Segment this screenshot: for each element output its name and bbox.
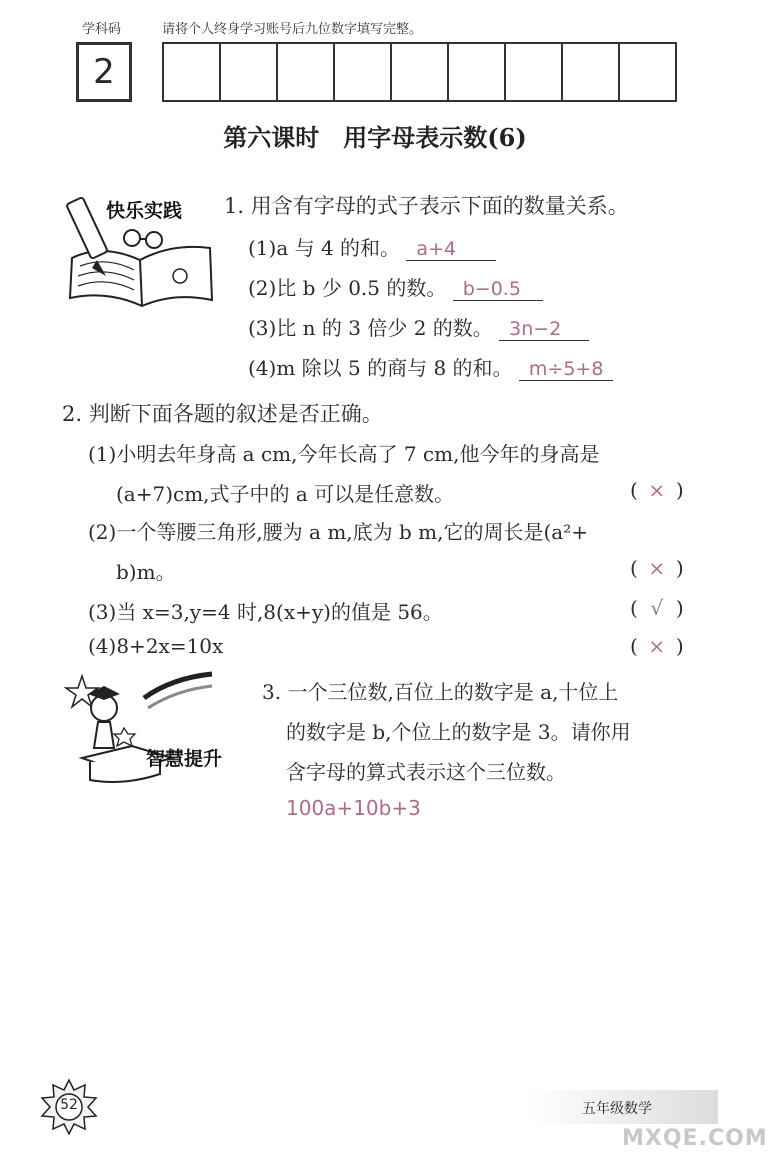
subject-code-label: 学科码 (82, 22, 122, 37)
q2-item-line: (4)8+2x=10x (88, 634, 224, 658)
q1-item-text: (4)m 除以 5 的商与 8 的和。 (248, 356, 513, 380)
q2-item-line: (1)小明去年身高 a cm,今年长高了 7 cm,他今年的身高是 (88, 442, 600, 466)
subject-code-value: 2 (93, 52, 115, 92)
judgement-value: × (648, 634, 666, 658)
q2-item-line: (2)一个等腰三角形,腰为 a m,底为 b m,它的周长是(a²+ (88, 520, 588, 544)
judgement-value: √ (650, 596, 664, 620)
digit-cell[interactable] (504, 42, 563, 102)
q1-item (248, 312, 589, 341)
book-title: 五年级数学 (582, 1101, 652, 1117)
q1-item-text: (2)比 b 少 0.5 的数。 (248, 276, 447, 300)
digit-cell[interactable] (162, 42, 221, 102)
judgement-value: × (648, 478, 666, 502)
judgement-value: × (648, 556, 666, 580)
q2-item-line: b)m。 (116, 560, 176, 584)
judgement-mark: ( × ) (630, 478, 684, 502)
q1-item-text: (1)a 与 4 的和。 (248, 236, 401, 260)
q2-prompt: 2. 判断下面各题的叙述是否正确。 (62, 402, 383, 426)
q1-prompt: 1. 用含有字母的式子表示下面的数量关系。 (224, 194, 629, 218)
q1-item (248, 272, 543, 301)
q1-answer: a+4 (406, 238, 496, 261)
q1-item (248, 232, 496, 261)
page-number: 52 (60, 1097, 78, 1113)
instruction-text: 请将个人终身学习账号后九位数字填写完整。 (162, 22, 423, 37)
q3-line: 含字母的算式表示这个三位数。 (286, 760, 566, 784)
digit-cell[interactable] (333, 42, 392, 102)
practice-badge (62, 188, 222, 308)
digit-cell[interactable] (618, 42, 677, 102)
practice-badge-label: 快乐实践 (106, 200, 183, 222)
digit-cell[interactable] (561, 42, 620, 102)
watermark-text: MXQE.COM (622, 1126, 768, 1151)
q3-line: 3. 一个三位数,百位上的数字是 a,十位上 (262, 680, 619, 704)
digit-cell[interactable] (447, 42, 506, 102)
digit-cell[interactable] (219, 42, 278, 102)
q3-line: 的数字是 b,个位上的数字是 3。请你用 (286, 720, 631, 744)
subject-code-box (76, 42, 132, 102)
improve-badge (62, 668, 252, 786)
q3-answer: 100a+10b+3 (286, 796, 421, 820)
q2-item-line: (a+7)cm,式子中的 a 可以是任意数。 (116, 482, 455, 506)
q1-answer: 3n−2 (499, 318, 589, 341)
digit-cell[interactable] (276, 42, 335, 102)
q1-item-text: (3)比 n 的 3 倍少 2 的数。 (248, 316, 493, 340)
judgement-mark: ( × ) (630, 556, 684, 580)
lesson-title: 第六课时 用字母表示数(6) (223, 123, 527, 152)
improve-badge-label: 智慧提升 (146, 748, 223, 770)
account-digit-grid (162, 42, 677, 102)
q1-answer: b−0.5 (453, 278, 543, 301)
q2-item-line: (3)当 x=3,y=4 时,8(x+y)的值是 56。 (88, 600, 443, 624)
q1-item (248, 352, 613, 381)
q1-answer: m÷5+8 (519, 358, 614, 381)
page-number-badge (40, 1078, 98, 1136)
digit-cell[interactable] (390, 42, 449, 102)
judgement-mark: ( √ ) (630, 596, 684, 620)
judgement-mark: ( × ) (630, 634, 684, 658)
